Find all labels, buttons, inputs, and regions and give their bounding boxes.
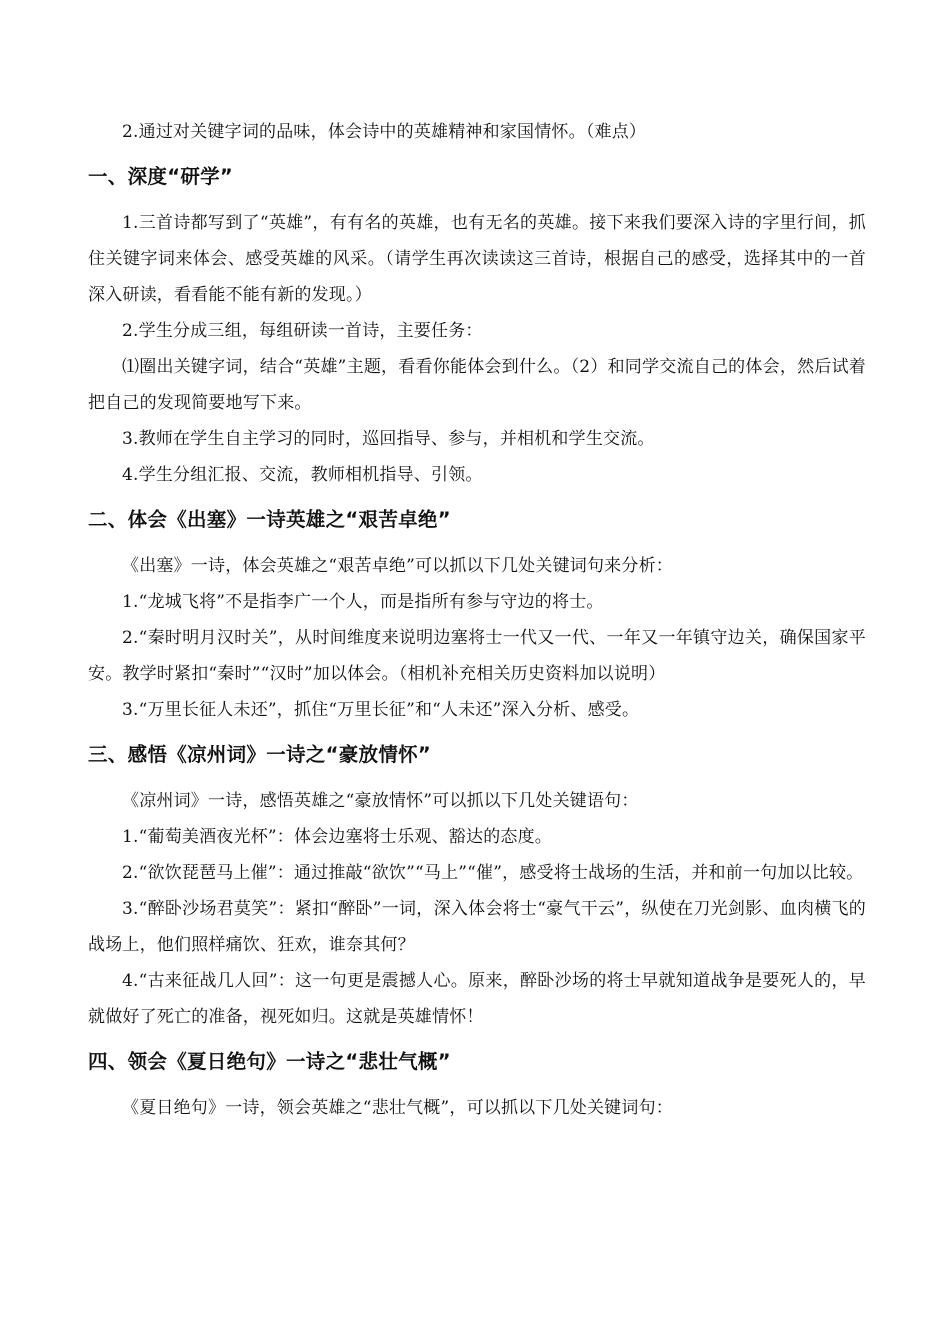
paragraph: 2.学生分成三组，每组研读一首诗，主要任务：	[122, 321, 483, 341]
paragraph: 2.“秦时明月汉时关”，从时间维度来说明边塞将士一代又一代、一年又一年镇守边关，确保国家平安。教学时紧扣“秦时”“汉时”加以体会。（相机补充相关历史资料加以说明）	[88, 628, 866, 684]
paragraph: 《凉州词》一诗，感悟英雄之“豪放情怀”可以抓以下几处关键语句：	[122, 791, 639, 811]
section-3-body	[88, 783, 866, 1035]
section-4-heading: 四、领会《夏日绝句》一诗之“悲壮气概”	[88, 1050, 451, 1073]
paragraph: 《出塞》一诗，体会英雄之“艰苦卓绝”可以抓以下几处关键词句来分析：	[122, 556, 673, 576]
paragraph: 4.学生分组汇报、交流，教师相机指导、引领。	[122, 465, 483, 485]
paragraph: 1.“龙城飞将”不是指李广一个人，而是指所有参与守边的将士。	[122, 592, 604, 612]
paragraph: ⑴圈出关键字词，结合“英雄”主题，看看你能体会到什么。（2）和同学交流自己的体会，然后试着把自己的发现简要地写下来。	[88, 357, 866, 413]
objective-item-2: 2.通过对关键字词的品味，体会诗中的英雄精神和家国情怀。（难点）	[122, 122, 647, 142]
paragraph: 3.“万里长征人未还”，抓住“万里长征”和“人未还”深入分析、感受。	[122, 700, 640, 720]
paragraph: 3.“醉卧沙场君莫笑”：紧扣“醉卧”一词，深入体会将士“豪气干云”，纵使在刀光剑影、血肉横飞的战场上，他们照样痛饮、狂欢，谁奈其何？	[88, 899, 866, 955]
document-body	[88, 114, 866, 1126]
paragraph: 1.三首诗都写到了“英雄”，有有名的英雄，也有无名的英雄。接下来我们要深入诗的字里行间，抓住关键字词来体会、感受英雄的风采。（请学生再次读读这三首诗，根据自己的感受，选择其中的一首深入研读，看看能不能有新的发现。）	[88, 213, 866, 305]
paragraph: 2.“欲饮琵琶马上催”：通过推敲“欲饮”“马上”“催”，感受将士战场的生活，并和前一句加以比较。	[122, 863, 864, 883]
section-3-heading: 三、感悟《凉州词》一诗之“豪放情怀”	[88, 743, 432, 766]
paragraph: 1.“葡萄美酒夜光杯”：体会边塞将士乐观、豁达的态度。	[122, 827, 553, 847]
paragraph: 3.教师在学生自主学习的同时，巡回指导、参与，并相机和学生交流。	[122, 429, 655, 449]
section-1-body	[88, 205, 866, 493]
section-1-heading: 一、深度“研学”	[88, 165, 234, 188]
section-2-body	[88, 548, 866, 728]
paragraph: 4.“古来征战几人回”：这一句更是震撼人心。原来，醉卧沙场的将士早就知道战争是要死人的，早就做好了死亡的准备，视死如归。这就是英雄情怀！	[88, 971, 866, 1027]
section-4-body	[88, 1090, 866, 1126]
section-2-heading: 二、体会《出塞》一诗英雄之“艰苦卓绝”	[88, 508, 451, 531]
paragraph: 《夏日绝句》一诗，领会英雄之“悲壮气概”，可以抓以下几处关键词句：	[122, 1098, 673, 1118]
